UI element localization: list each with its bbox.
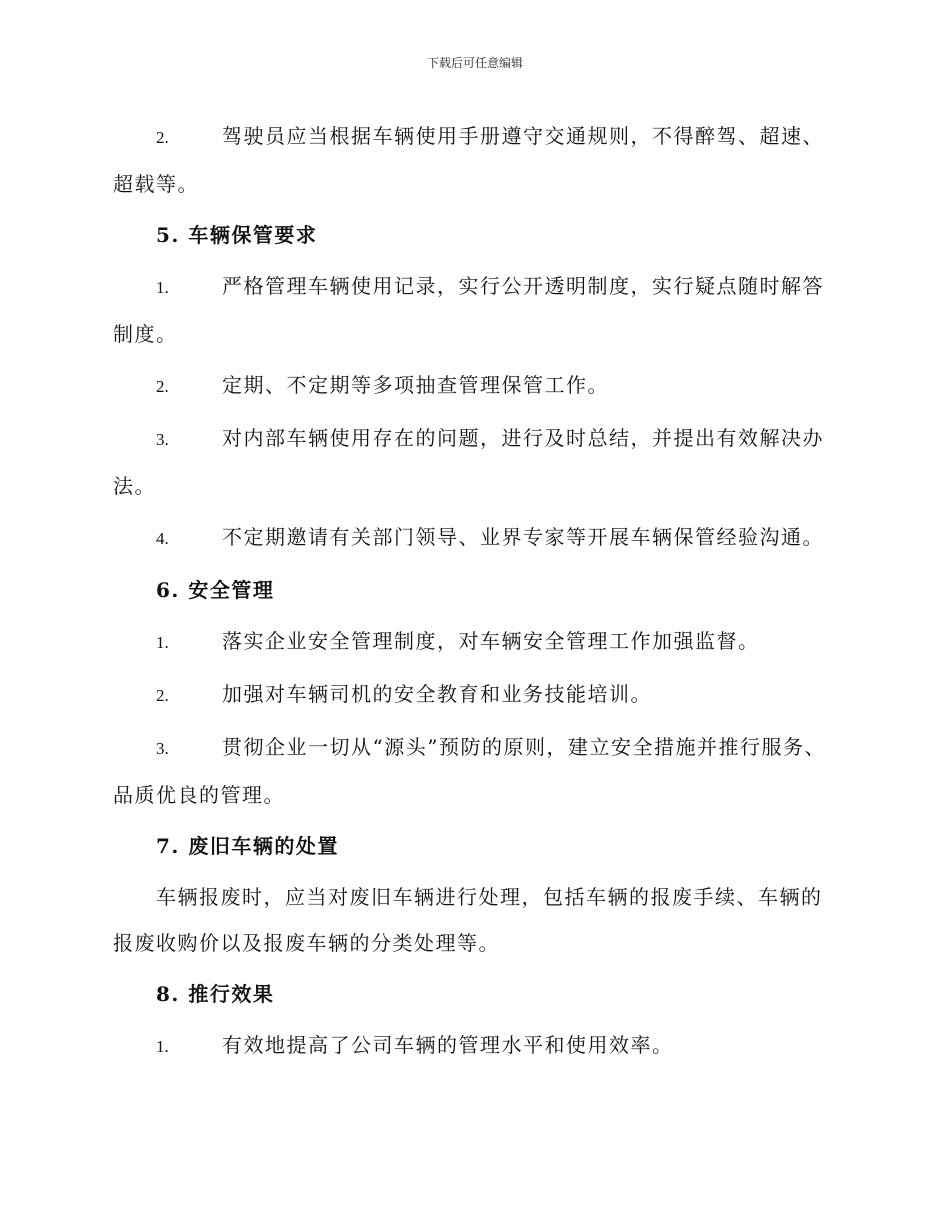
item-number: 3.: [156, 739, 169, 758]
section-heading: 8. 推行效果: [156, 982, 275, 1006]
item-text: 定期、不定期等多项抽查管理保管工作。: [222, 373, 609, 397]
section-heading: 7. 废旧车辆的处置: [156, 834, 339, 858]
section-heading: 6. 安全管理: [156, 578, 275, 602]
item-number: 1.: [156, 633, 169, 652]
item-text: 不定期邀请有关部门领导、业界专家等开展车辆保管经验沟通。: [222, 525, 824, 549]
item-text: 贯彻企业一切从“源头”预防的原则，建立安全措施并推行服务、品质优良的管理。: [113, 735, 826, 807]
item-number: 1.: [156, 278, 169, 297]
item-number: 4.: [156, 529, 169, 548]
item-number: 3.: [156, 430, 169, 449]
item-number: 2.: [156, 377, 169, 396]
list-item: [113, 263, 838, 357]
body-paragraph: 车辆报废时，应当对废旧车辆进行处理，包括车辆的报废手续、车辆的报废收购价以及报废车辆的分类处理等。: [113, 885, 823, 955]
page-header: 下载后可任意编辑: [426, 56, 523, 70]
item-text: 落实企业安全管理制度，对车辆安全管理工作加强监督。: [222, 629, 760, 653]
item-text: 驾驶员应当根据车辆使用手册遵守交通规则，不得醉驾、超速、超载等。: [113, 124, 824, 196]
list-item: [113, 113, 838, 207]
list-item: [113, 724, 838, 818]
item-text: 有效地提高了公司车辆的管理水平和使用效率。: [222, 1033, 674, 1057]
section-heading: 5. 车辆保管要求: [156, 223, 318, 247]
list-item: [113, 362, 838, 410]
item-number: 1.: [156, 1037, 169, 1056]
list-item: [113, 514, 838, 562]
item-number: 2.: [156, 128, 169, 147]
item-text: 加强对车辆司机的安全教育和业务技能培训。: [222, 682, 652, 706]
item-number: 2.: [156, 686, 169, 705]
document-body: [113, 113, 838, 1075]
item-text: 对内部车辆使用存在的问题，进行及时总结，并提出有效解决办法。: [113, 426, 824, 498]
list-item: [113, 415, 838, 509]
list-item: [113, 671, 838, 719]
list-item: [113, 618, 838, 666]
list-item: [113, 1022, 838, 1070]
item-text: 严格管理车辆使用记录，实行公开透明制度，实行疑点随时解答制度。: [113, 274, 824, 346]
